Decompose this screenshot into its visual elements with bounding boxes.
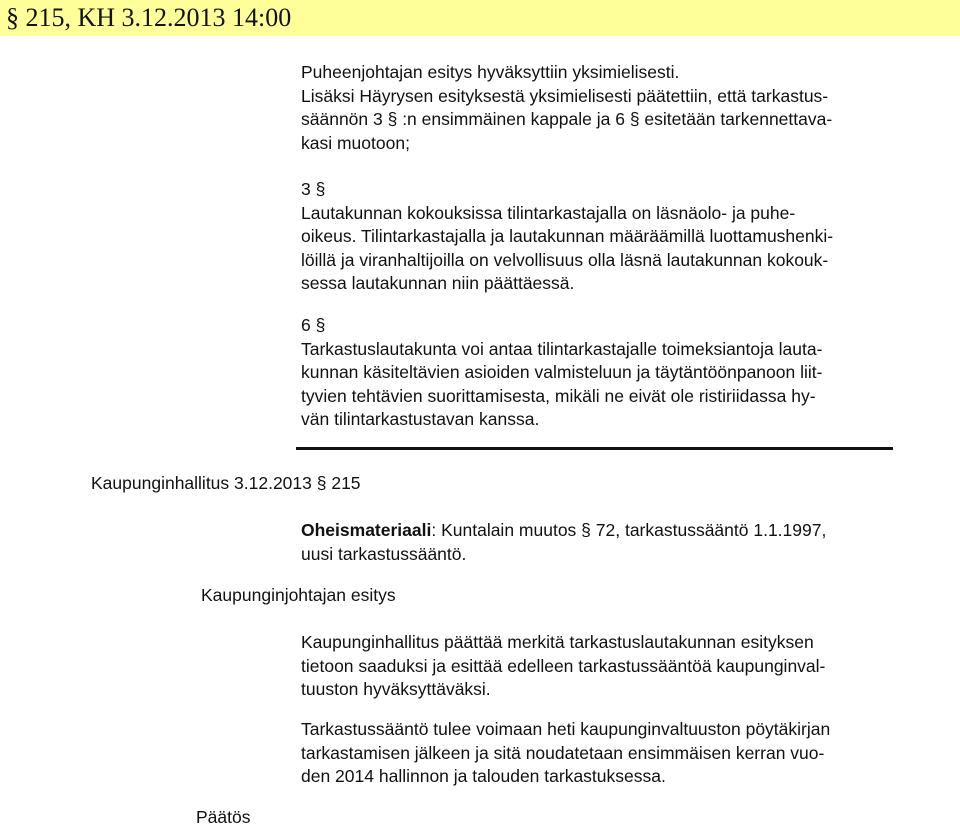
text-line: tarkastamisen jälkeen ja sitä noudatetaan ensimmäisen kerran vuo- — [301, 742, 825, 763]
text-line: Lisäksi Häyrysen esityksestä yksimielisesti päätettiin, että tarkastus- — [301, 85, 829, 106]
section-header-bar — [0, 0, 960, 36]
separator-rule — [296, 447, 893, 450]
attachments-block — [301, 519, 901, 566]
text-line: tyvien tehtävien suorittamisesta, mikäli ne eivät ole ristiriidassa hy- — [301, 385, 816, 406]
text-line: kunnan käsiteltävien asioiden valmisteluun ja täytäntöönpanoon liit- — [301, 362, 823, 382]
attachments-text: : Kuntalain muutos § 72, tarkastussääntö 1.1.1997, — [431, 520, 827, 540]
text-line: Puheenjohtajan esitys hyväksyttiin yksimielisesti. — [301, 62, 680, 82]
text-line: Kaupunginhallitus päättää merkitä tarkastuslautakunnan esityksen — [301, 632, 814, 652]
text-line: löillä ja viranhaltijoilla on velvollisuus olla läsnä lautakunnan kokouk- — [301, 249, 829, 270]
attachments-label: Oheismateriaali — [301, 520, 432, 540]
mayor-proposal-label: Kaupunginjohtajan esitys — [201, 585, 396, 605]
text-line: Tarkastuslautakunta voi antaa tilintarkastajalle toimeksiantoja lauta- — [301, 338, 823, 359]
text-line: oikeus. Tilintarkastajalla ja lautakunnan määräämillä luottamushenki- — [301, 226, 834, 246]
text-line: tietoon saaduksi ja esittää edelleen tarkastussääntöä kaupunginval- — [301, 655, 826, 676]
text-line: Tarkastussääntö tulee voimaan heti kaupunginvaltuuston pöytäkirjan — [301, 719, 831, 739]
text-line: uusi tarkastussääntö. — [301, 543, 467, 564]
text-line: Lautakunnan kokouksissa tilintarkastajalla on läsnäolo- ja puhe- — [301, 202, 796, 223]
text-line: tuuston hyväksyttäväksi. — [301, 679, 491, 699]
attachments-line — [301, 519, 901, 543]
text-line: sessa lautakunnan niin päättäessä. — [301, 273, 575, 293]
mayor-proposal-paragraph-1 — [301, 631, 901, 702]
section-6-heading: 6 § — [301, 315, 326, 335]
decision-paragraph — [301, 61, 901, 155]
text-line: vän tilintarkastustavan kanssa. — [301, 409, 540, 429]
text-line: kasi muotoon; — [301, 132, 410, 153]
decision-label: Päätös — [196, 807, 251, 827]
text-line: den 2014 hallinnon ja talouden tarkastuksessa. — [301, 766, 666, 786]
meeting-label: Kaupunginhallitus 3.12.2013 § 215 — [91, 473, 361, 493]
section-3-heading: 3 § — [301, 179, 326, 199]
mayor-proposal-paragraph-2 — [301, 718, 901, 789]
section-6-block — [301, 314, 901, 432]
section-title: § 215, KH 3.12.2013 14:00 — [6, 3, 292, 32]
text-line: säännön 3 § :n ensimmäinen kappale ja 6 § esitetään tarkennettava- — [301, 109, 833, 129]
section-3-block — [301, 178, 901, 296]
